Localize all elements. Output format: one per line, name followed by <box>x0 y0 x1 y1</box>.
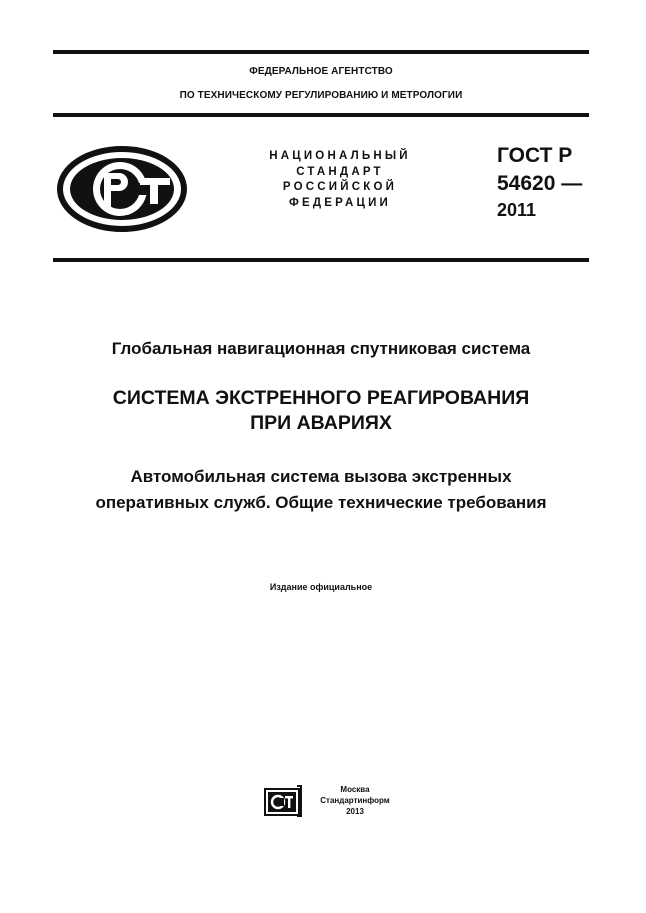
gost-designation <box>497 142 582 222</box>
agency-line-1: ФЕДЕРАЛЬНОЕ АГЕНТСТВО <box>249 66 393 77</box>
bottom-rule <box>53 258 589 262</box>
gost-year: 2011 <box>497 200 537 220</box>
publisher-name: Стандартинформ <box>320 796 390 805</box>
rst-certification-mark-icon <box>56 145 188 233</box>
main-title-line-2: ПРИ АВАРИЯХ <box>250 412 392 434</box>
publisher-city: Москва <box>340 785 370 794</box>
subtitle-line-2: оперативных служб. Общие технические требования <box>95 493 547 512</box>
agency-line-2: ПО ТЕХНИЧЕСКОМУ РЕГУЛИРОВАНИЮ И МЕТРОЛОГИИ <box>179 90 463 101</box>
main-title <box>53 386 589 436</box>
publisher-year: 2013 <box>346 807 364 816</box>
subtitle <box>40 464 602 516</box>
top-rule <box>53 50 589 54</box>
system-title: Глобальная навигационная спутниковая система <box>111 339 531 358</box>
national-line-4: ФЕДЕРАЦИИ <box>288 196 392 209</box>
edition-label: Издание официальное <box>269 582 373 592</box>
gost-prefix: ГОСТ Р <box>497 144 573 167</box>
publisher-info <box>310 784 400 817</box>
national-line-3: РОССИЙСКОЙ <box>282 181 398 193</box>
national-line-1: НАЦИОНАЛЬНЫЙ <box>269 150 411 162</box>
gost-number: 54620 — <box>497 172 583 195</box>
national-standard-label <box>250 149 430 211</box>
middle-rule <box>53 113 589 117</box>
subtitle-line-1: Автомобильная система вызова экстренных <box>130 467 512 486</box>
national-line-2: СТАНДАРТ <box>296 165 384 178</box>
standartinform-logo-icon <box>264 785 302 817</box>
main-title-line-1: СИСТЕМА ЭКСТРЕННОГО РЕАГИРОВАНИЯ <box>112 387 530 409</box>
